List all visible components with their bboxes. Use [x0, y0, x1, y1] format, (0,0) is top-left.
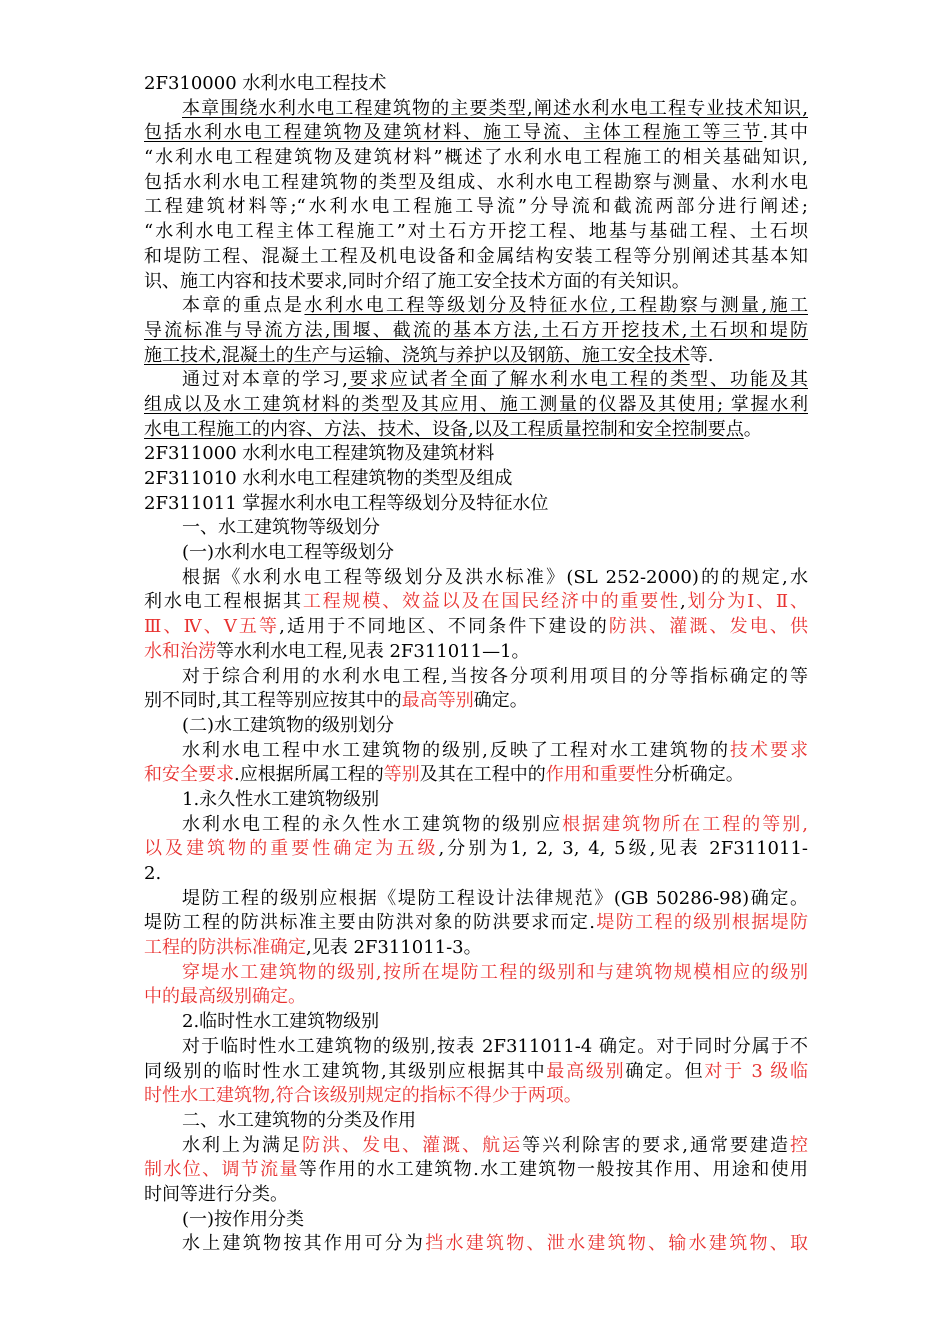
text-line — [144, 294, 808, 319]
text-line — [144, 319, 808, 344]
text-line — [144, 961, 808, 986]
highlight-text: 最高级别 — [546, 1060, 626, 1082]
text-span: 堤防工程的防洪标准主要由防洪对象的防洪要求而定. — [144, 912, 596, 934]
text-line — [144, 566, 808, 591]
highlight-text: 技术要求 — [729, 739, 808, 761]
text-line — [144, 72, 808, 97]
text-span: .其中 — [762, 122, 808, 144]
text-span: 2F311000 水利水电工程建筑物及建筑材料 — [144, 443, 495, 465]
text-line — [144, 1035, 808, 1060]
highlight-text: 控 — [790, 1134, 808, 1156]
text-line — [144, 1208, 808, 1233]
text-span: 2.临时性水工建筑物级别 — [182, 1011, 380, 1033]
text-line — [144, 739, 808, 764]
underlined-text: 水电工程施工的内容、方法、技术、设备,以及工程质量控制和安全控制要点 — [144, 418, 744, 440]
text-line — [144, 788, 808, 813]
text-span: 水上建筑物按其作用可分为 — [182, 1233, 426, 1255]
text-span: 和堤防工程、混凝土工程及机电设备和金属结构安装工程等分别阐述其基本知 — [144, 245, 808, 267]
text-line — [144, 418, 808, 443]
text-span: 2. — [144, 863, 162, 884]
text-span: 别不同时,其工程等别应按其中的 — [144, 690, 402, 712]
text-span: 对于临时性水工建筑物的级别,按表 2F311011-4 确定。对于同时分属于不 — [182, 1035, 808, 1057]
highlight-text: 工程规模、效益以及在国民经济中的重要性 — [302, 591, 680, 613]
text-line — [144, 1109, 808, 1134]
text-line — [144, 615, 808, 640]
text-span: 通过对本章的学习, — [182, 369, 348, 391]
text-span: 工程建筑材料等;“水利水电工程施工导流”分导流和截流两部分进行阐述; — [144, 196, 808, 218]
highlight-text: 和安全要求 — [144, 764, 234, 786]
text-span: (一)水利水电工程等级划分 — [182, 542, 395, 564]
text-line — [144, 1060, 808, 1085]
highlight-text: 根据建筑物所在工程的等别, — [562, 813, 808, 835]
text-span: .应根据所属工程的 — [234, 764, 384, 786]
text-line — [144, 97, 808, 122]
text-span: 对于综合利用的水利水电工程,当按各分项利用项目的分等指标确定的等 — [182, 665, 808, 687]
underlined-text: 导流标准与导流方法,围堰、截流的基本方法,土石方开挖技术,土石坝和堤防 — [144, 319, 808, 341]
text-span: 等水利水电工程,见表 2F311011—1。 — [216, 640, 530, 662]
text-span: 确定。但 — [625, 1060, 705, 1082]
text-line — [144, 1134, 808, 1159]
text-line — [144, 763, 808, 788]
text-line — [144, 220, 808, 245]
text-span: 同级别的临时性水工建筑物,其级别应根据其中 — [144, 1060, 547, 1082]
text-line — [144, 714, 808, 739]
text-line — [144, 1010, 808, 1035]
text-line — [144, 541, 808, 566]
text-line — [144, 936, 808, 961]
text-span: 识、施工内容和技术要求,同时介绍了施工安全技术方面的有关知识。 — [144, 270, 690, 292]
text-line — [144, 171, 808, 196]
text-span: 确定。 — [473, 690, 528, 712]
text-line — [144, 121, 808, 146]
text-line — [144, 1158, 808, 1183]
text-line — [144, 1183, 808, 1208]
highlight-text: 时性水工建筑物,符合该级别规定的指标不得少于两项。 — [144, 1085, 582, 1107]
text-span: (一)按作用分类 — [182, 1208, 305, 1230]
text-span: 时间等进行分类。 — [144, 1183, 288, 1205]
document-body — [144, 72, 808, 1257]
text-span: “水利水电工程建筑物及建筑材料”概述了水利水电工程施工的相关基础知识, — [144, 147, 808, 169]
text-line — [144, 1232, 808, 1257]
text-span: 本章的重点是 — [182, 295, 305, 317]
text-span: 2F310000 水利水电工程技术 — [144, 73, 387, 94]
text-span: 2F311010 水利水电工程建筑物的类型及组成 — [144, 468, 513, 489]
underlined-text: 本章围绕水利水电工程建筑物的主要类型,阐述水利水电工程专业技术知识, — [182, 97, 808, 119]
text-line — [144, 393, 808, 418]
text-line — [144, 467, 808, 492]
highlight-text: 中的最高级别确定。 — [144, 986, 306, 1008]
highlight-text: 划分为Ⅰ、Ⅱ、 — [685, 591, 808, 613]
text-span: 一、水工建筑物等级划分 — [182, 517, 380, 539]
text-line — [144, 516, 808, 541]
highlight-text: 防洪、灌溉、发电、供 — [608, 616, 808, 638]
text-span: (二)水工建筑物的级别划分 — [182, 714, 395, 736]
highlight-text: Ⅲ、Ⅳ、Ⅴ五等 — [144, 616, 280, 638]
text-line — [144, 146, 808, 171]
text-line — [144, 195, 808, 220]
text-line — [144, 665, 808, 690]
underlined-text: 要求应试者全面了解水利水电工程的类型、功能及其 — [347, 369, 808, 391]
text-span: 根据《水利水电工程等级划分及洪水标准》(SL 252-2000)的的规定,水 — [182, 566, 808, 588]
text-line — [144, 689, 808, 714]
highlight-text: 最高等别 — [401, 690, 474, 712]
text-span: “水利水电工程主体工程施工”对土石方开挖工程、地基与基础工程、土石坝 — [144, 221, 808, 243]
highlight-text: 挡水建筑物、泄水建筑物、输水建筑物、取 — [425, 1233, 808, 1255]
text-span: 。 — [743, 418, 762, 440]
text-span: 等作用的水工建筑物.水工建筑物一般按其作用、用途和使用 — [298, 1159, 808, 1181]
highlight-text: 制水位、调节流量 — [144, 1159, 299, 1181]
text-line — [144, 1084, 808, 1109]
text-line — [144, 270, 808, 295]
text-line — [144, 862, 808, 887]
highlight-text: 穿堤水工建筑物的级别,按所在堤防工程的级别和与建筑物规模相应的级别 — [182, 961, 808, 983]
underlined-text: 包括水利水电工程建筑物及建筑材料、施工导流、主体工程施工等三节 — [144, 122, 763, 144]
text-span: ,见表 2F311011-3。 — [306, 937, 482, 959]
text-line — [144, 911, 808, 936]
highlight-text: 以及建筑物的重要性确定为五级 — [144, 838, 439, 860]
text-span: 利水电工程根据其 — [144, 591, 303, 613]
text-span: 堤防工程的级别应根据《堤防工程设计法律规范》(GB 50286-98)确定。 — [182, 887, 808, 909]
text-line — [144, 492, 808, 517]
text-line — [144, 985, 808, 1010]
text-span: 包括水利水电工程建筑物的类型及组成、水利水电工程勘察与测量、水利水电 — [144, 171, 808, 193]
text-line — [144, 442, 808, 467]
text-line — [144, 344, 808, 369]
text-span: 1.永久性水工建筑物级别 — [182, 788, 380, 810]
text-span: ,适用于不同地区、不同条件下建设的 — [279, 616, 609, 638]
text-span: 及其在工程中的 — [419, 764, 546, 786]
text-span: 2F311011 掌握水利水电工程等级划分及特征水位 — [144, 492, 549, 514]
highlight-text: 等别 — [383, 764, 420, 786]
highlight-text: 对于 3 级临 — [704, 1060, 808, 1082]
highlight-text: 防洪、发电、灌溉、航运 — [302, 1134, 523, 1156]
text-line — [144, 813, 808, 838]
underlined-text: 组成以及水工建筑材料的类型及其应用、施工测量的仪器及其使用; 掌握水利 — [144, 393, 808, 415]
text-span: 二、水工建筑物的分类及作用 — [182, 1109, 416, 1131]
text-span: ,分别为1, 2, 3, 4, 5级,见表 2F311011- — [438, 838, 808, 860]
text-span: , — [679, 591, 686, 613]
text-line — [144, 887, 808, 912]
text-line — [144, 640, 808, 665]
highlight-text: 水和治涝 — [144, 640, 216, 662]
highlight-text: 堤防工程的级别根据堤防 — [595, 912, 808, 934]
underlined-text: 水利水电工程等级划分及特征水位,工程勘察与测量,施工 — [304, 295, 808, 317]
underlined-text: 施工技术,混凝土的生产与运输、浇筑与养护以及钢筋、施工安全技术 — [144, 344, 690, 366]
text-span: 水利上为满足 — [182, 1134, 303, 1156]
text-span: 等兴利除害的要求,通常要建造 — [522, 1134, 790, 1156]
text-span: 水利水电工程中水工建筑物的级别,反映了工程对水工建筑物的 — [182, 739, 730, 761]
text-span: 等. — [689, 344, 714, 366]
text-line — [144, 368, 808, 393]
text-span: 水利水电工程的永久性水工建筑物的级别应 — [182, 813, 563, 835]
highlight-text: 作用和重要性 — [545, 764, 654, 786]
text-span: 分析确定。 — [653, 764, 744, 786]
text-line — [144, 837, 808, 862]
highlight-text: 工程的防洪标准确定 — [144, 937, 306, 959]
text-line — [144, 590, 808, 615]
text-line — [144, 245, 808, 270]
